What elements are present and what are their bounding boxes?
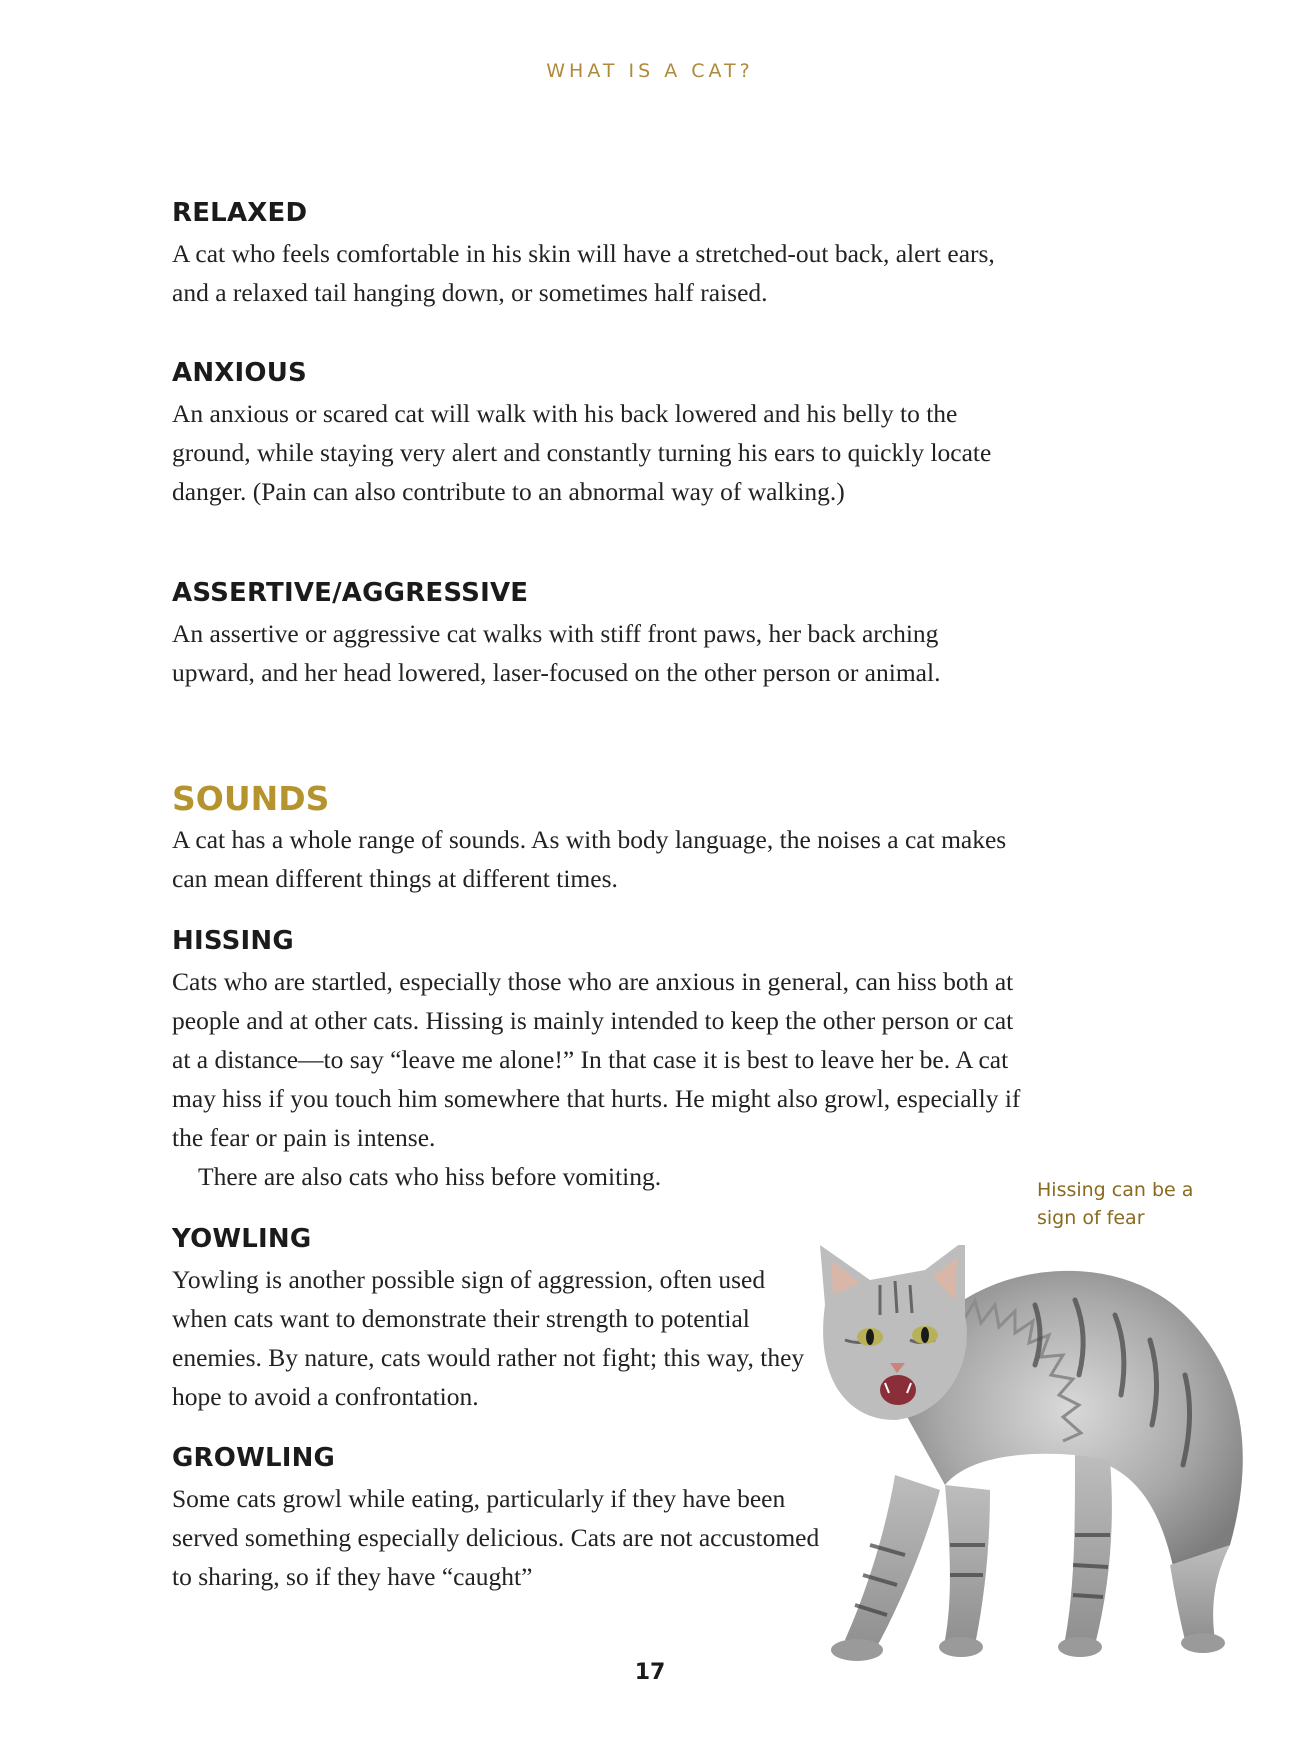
section-hissing <box>172 924 1022 1196</box>
heading-assertive: ASSERTIVE/AGGRESSIVE <box>172 578 529 608</box>
heading-hissing: HISSING <box>172 926 294 956</box>
paragraph-relaxed: A cat who feels comfortable in his skin will have a stretched-out back, alert ears, and a relaxed tail hanging down, or sometimes half raised. <box>172 239 995 307</box>
paragraph-yowling: Yowling is another possible sign of aggression, often used when cats want to demonstrate their strength to potential enemies. By nature, cats would rather not fight; this way, they hope to avoid a confrontation. <box>172 1265 805 1411</box>
paragraph-hissing-2: There are also cats who hiss before vomiting. <box>198 1162 662 1191</box>
section-assertive <box>172 576 1022 692</box>
heading-relaxed: RELAXED <box>172 198 308 228</box>
section-yowling <box>172 1222 822 1416</box>
heading-yowling: YOWLING <box>172 1224 312 1254</box>
page-number: 17 <box>634 1660 666 1685</box>
photo-caption: Hissing can be a sign of fear <box>1037 1179 1194 1229</box>
running-head: WHAT IS A CAT? <box>546 60 754 82</box>
paragraph-assertive: An assertive or aggressive cat walks with stiff front paws, her back arching upward, and her head lowered, laser-focused on the other person or animal. <box>172 619 941 687</box>
paragraph-growling: Some cats growl while eating, particularly if they have been served something especially delicious. Cats are not accustomed to sharing, so if they have “caught” <box>172 1484 820 1591</box>
section-growling <box>172 1441 822 1596</box>
paragraph-hissing: Cats who are startled, especially those who are anxious in general, can hiss both at people and at other cats. Hissing is mainly intended to keep the other person or cat at a distance—to say “leave me alone!” In that case it is best to leave her be. A cat may hiss if you touch him somewhere that hurts. He might also growl, especially if the fear or pain is intense. <box>172 967 1021 1152</box>
paragraph-anxious: An anxious or scared cat will walk with his back lowered and his belly to the ground, while staying very alert and constantly turning his ears to quickly locate danger. (Pain can also contribute to an abnormal way of walking.) <box>172 399 992 506</box>
heading-growling: GROWLING <box>172 1443 336 1473</box>
section-anxious <box>172 356 1022 511</box>
heading-sounds: SOUNDS <box>172 779 330 818</box>
heading-anxious: ANXIOUS <box>172 358 307 388</box>
section-sounds <box>172 778 1022 898</box>
hissing-cat-photo <box>775 1245 1275 1685</box>
paragraph-sounds: A cat has a whole range of sounds. As with body language, the noises a cat makes can mean different things at different times. <box>172 825 1007 893</box>
section-relaxed <box>172 196 1022 312</box>
